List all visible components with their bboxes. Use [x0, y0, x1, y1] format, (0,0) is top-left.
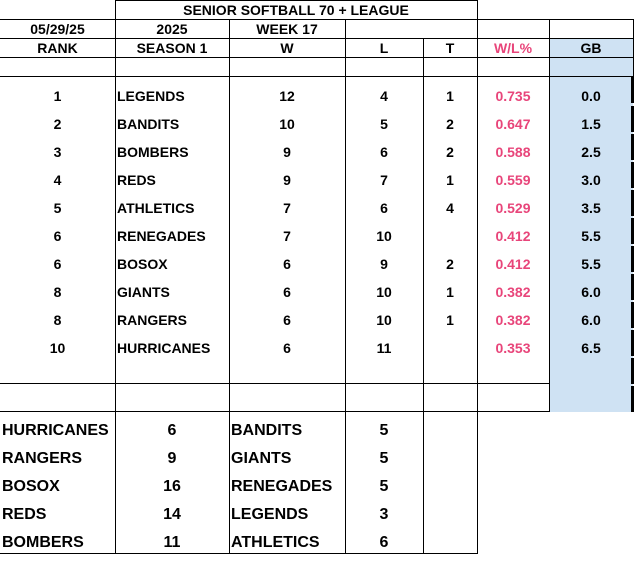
result-score-2: 5	[379, 422, 389, 439]
wins-cell: 6	[283, 340, 291, 356]
losses-cell: 4	[380, 88, 388, 104]
gb-border-segment	[631, 162, 634, 188]
losses-cell: 11	[376, 340, 392, 356]
wins-cell: 7	[283, 228, 291, 244]
gb-border-segment	[631, 190, 634, 216]
ties-cell: 1	[446, 284, 454, 300]
team-cell: GIANTS	[117, 284, 170, 300]
team-cell: ATHLETICS	[117, 200, 195, 216]
ties-cell: 4	[446, 200, 454, 216]
col-header-rank: RANK	[37, 39, 78, 56]
result-team-2: ATHLETICS	[231, 534, 320, 551]
grid-line	[0, 411, 549, 412]
pct-cell: 0.735	[495, 88, 531, 104]
ties-cell	[423, 224, 477, 248]
losses-cell: 10	[376, 312, 392, 328]
grid-line	[115, 0, 477, 1]
grid-line	[0, 57, 633, 58]
losses-cell: 6	[380, 200, 388, 216]
pct-cell: 0.353	[495, 340, 531, 356]
grid-line	[0, 553, 477, 554]
grid-line	[0, 76, 633, 77]
gb-border-segment	[631, 246, 634, 272]
pct-cell: 0.559	[495, 172, 531, 188]
result-score-1: 14	[163, 506, 181, 523]
gb-cell: 1.5	[581, 116, 601, 132]
rank-cell: 8	[53, 312, 62, 328]
losses-cell: 5	[380, 116, 388, 132]
rank-cell: 5	[53, 200, 62, 216]
report-date: 05/29/25	[30, 20, 85, 37]
result-team-1: BOSOX	[2, 478, 60, 495]
result-team-1: REDS	[2, 506, 47, 523]
grid-line	[477, 0, 478, 554]
pct-cell: 0.412	[495, 256, 531, 272]
gb-cell: 6.5	[581, 340, 601, 356]
wins-cell: 7	[283, 200, 291, 216]
wins-cell: 6	[283, 256, 291, 272]
gb-border-segment	[631, 386, 634, 412]
rank-cell: 6	[53, 228, 62, 244]
pct-cell: 0.382	[495, 284, 531, 300]
team-cell: REDS	[117, 172, 156, 188]
grid-line	[115, 0, 116, 554]
ties-cell: 1	[446, 88, 454, 104]
gb-cell: 3.5	[581, 200, 601, 216]
rank-cell: 8	[53, 284, 62, 300]
gb-border-segment	[631, 358, 634, 384]
gb-border-segment	[631, 134, 634, 160]
pct-cell: 0.382	[495, 312, 531, 328]
rank-cell: 1	[53, 88, 62, 104]
result-score-2: 3	[379, 506, 389, 523]
rank-cell: 4	[53, 172, 62, 188]
gb-border-segment	[631, 218, 634, 244]
pct-cell: 0.412	[495, 228, 531, 244]
result-score-1: 9	[167, 450, 177, 467]
gb-border-segment	[631, 77, 634, 103]
gb-border-segment	[631, 106, 634, 132]
result-score-1: 11	[163, 534, 181, 551]
result-team-2: RENEGADES	[231, 478, 333, 495]
gb-border-segment	[631, 302, 634, 328]
gb-border-segment	[631, 274, 634, 300]
col-header-wins: W	[280, 39, 294, 56]
col-header-gb: GB	[580, 39, 602, 56]
col-header-losses: L	[379, 39, 389, 56]
result-team-1: HURRICANES	[2, 422, 109, 439]
ties-cell: 2	[446, 116, 454, 132]
result-team-2: GIANTS	[231, 450, 292, 467]
grid-line	[229, 19, 230, 554]
team-cell: HURRICANES	[117, 340, 211, 356]
ties-cell: 2	[446, 256, 454, 272]
losses-cell: 7	[380, 172, 388, 188]
gb-cell: 3.0	[581, 172, 601, 188]
gb-cell: 5.5	[581, 228, 601, 244]
gb-cell: 2.5	[581, 144, 601, 160]
wins-cell: 6	[283, 284, 291, 300]
gb-cell: 6.0	[581, 284, 601, 300]
ties-cell: 2	[446, 144, 454, 160]
result-score-2: 5	[379, 450, 389, 467]
gb-border-segment	[631, 330, 634, 356]
team-cell: RANGERS	[117, 312, 188, 328]
result-score-2: 5	[379, 478, 389, 495]
grid-line	[549, 19, 550, 412]
pct-cell: 0.529	[495, 200, 531, 216]
wins-cell: 9	[283, 172, 291, 188]
result-score-1: 16	[163, 478, 181, 495]
rank-cell: 3	[53, 144, 62, 160]
ties-cell: 1	[446, 312, 454, 328]
grid-line	[423, 38, 424, 554]
team-cell: BOSOX	[117, 256, 168, 272]
team-cell: LEGENDS	[117, 88, 185, 104]
grid-line	[345, 19, 346, 554]
week-label: WEEK 17	[256, 20, 318, 37]
col-header-season: SEASON 1	[136, 39, 208, 56]
wins-cell: 12	[279, 88, 295, 104]
rank-cell: 2	[53, 116, 62, 132]
grid-line	[0, 38, 633, 39]
team-cell: RENEGADES	[117, 228, 206, 244]
col-header-ties: T	[445, 39, 455, 56]
ties-cell	[423, 336, 477, 360]
losses-cell: 10	[376, 284, 392, 300]
grid-line	[633, 19, 634, 77]
season-year: 2025	[156, 20, 188, 37]
wins-cell: 6	[283, 312, 291, 328]
result-team-2: BANDITS	[231, 422, 303, 439]
gb-cell: 6.0	[581, 312, 601, 328]
wins-cell: 10	[279, 116, 295, 132]
league-title: SENIOR SOFTBALL 70 + LEAGUE	[183, 1, 409, 18]
grid-line	[0, 383, 549, 384]
gb-cell: 5.5	[581, 256, 601, 272]
ties-cell: 1	[446, 172, 454, 188]
result-score-2: 6	[379, 534, 389, 551]
losses-cell: 10	[376, 228, 392, 244]
result-team-1: BOMBERS	[2, 534, 84, 551]
pct-cell: 0.647	[495, 116, 531, 132]
losses-cell: 6	[380, 144, 388, 160]
col-header-pct: W/L%	[493, 39, 533, 56]
pct-cell: 0.588	[495, 144, 531, 160]
result-team-2: LEGENDS	[231, 506, 309, 523]
wins-cell: 9	[283, 144, 291, 160]
team-cell: BOMBERS	[117, 144, 189, 160]
rank-cell: 6	[53, 256, 62, 272]
result-score-1: 6	[167, 422, 177, 439]
losses-cell: 9	[380, 256, 388, 272]
team-cell: BANDITS	[117, 116, 180, 132]
rank-cell: 10	[49, 340, 66, 356]
result-team-1: RANGERS	[2, 450, 83, 467]
gb-cell: 0.0	[581, 88, 601, 104]
grid-line	[0, 19, 633, 20]
